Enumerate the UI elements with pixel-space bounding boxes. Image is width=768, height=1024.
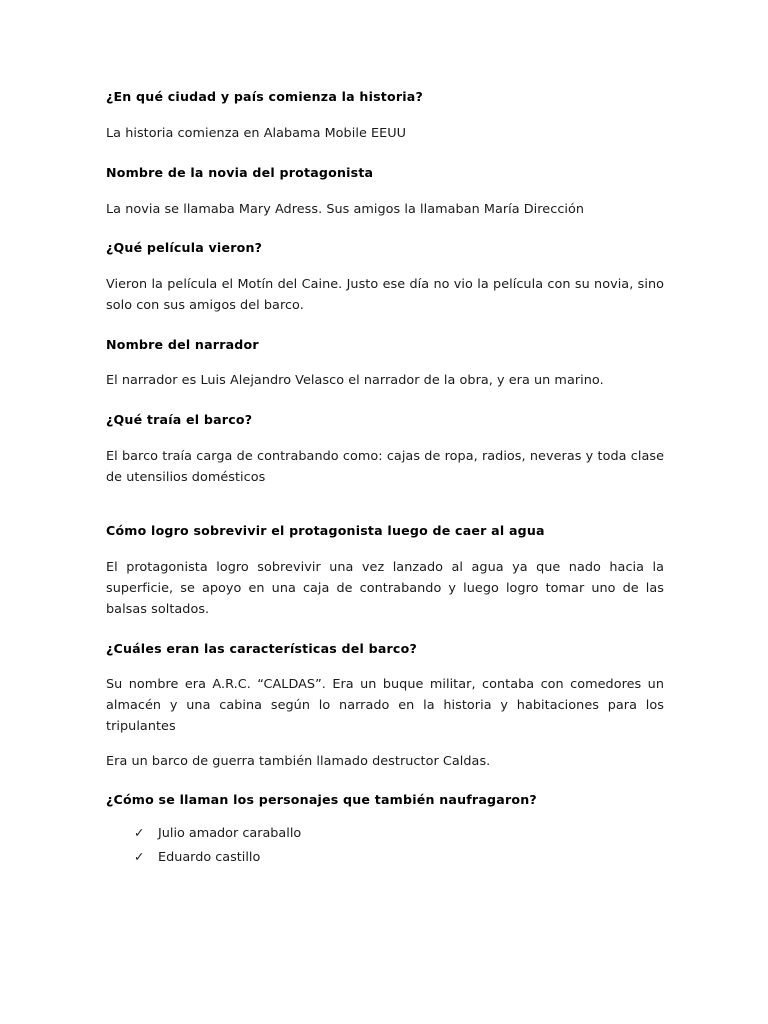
question-heading: ¿Qué película vieron? — [106, 240, 263, 256]
qa-block-3 — [106, 239, 664, 316]
qa-block-4 — [106, 336, 664, 393]
spacer — [106, 258, 664, 275]
qa-block-5 — [106, 411, 664, 488]
question-heading: ¿Qué traía el barco? — [106, 412, 253, 428]
answer-text: El narrador es Luis Alejandro Velasco el narrador de la obra, y era un marino. — [106, 373, 604, 389]
spacer — [106, 317, 664, 336]
answer-text: Era un barco de guerra también llamado destructor Caldas. — [106, 753, 491, 769]
qa-block-7 — [106, 640, 664, 773]
answer-text: Su nombre era A.R.C. “CALDAS”. Era un buque militar, contaba con comedores un almacén y una cabina según lo narrado en la historia y habitaciones para los tripulantes — [106, 677, 664, 734]
spacer — [106, 220, 664, 239]
list-item-label: Julio amador caraballo — [158, 826, 302, 842]
spacer — [106, 183, 664, 200]
spacer — [106, 354, 664, 371]
answer-text: La novia se llamaba Mary Adress. Sus amigos la llamaban María Dirección — [106, 201, 585, 217]
qa-block-8 — [106, 791, 664, 869]
spacer — [106, 738, 664, 752]
question-heading: ¿En qué ciudad y país comienza la historia? — [106, 89, 423, 104]
list-item-label: Eduardo castillo — [158, 849, 261, 865]
spacer — [106, 658, 664, 675]
qa-block-6 — [106, 522, 664, 620]
list-item — [134, 822, 664, 845]
answer-text: El barco traía carga de contrabando como: cajas de ropa, radios, neveras y toda clase de utensilios domésticos — [106, 449, 664, 485]
question-heading: ¿Cuáles eran las características del barco? — [106, 640, 417, 656]
check-icon: ✓ — [134, 848, 145, 864]
qa-block-1 — [106, 88, 664, 145]
spacer — [106, 107, 664, 124]
question-heading: Nombre de la novia del protagonista — [106, 164, 374, 180]
answer-text: Vieron la película el Motín del Caine. Justo ese día no vio la película con su novia, sino solo con sus amigos del barco. — [106, 277, 664, 313]
spacer — [106, 145, 664, 164]
spacer — [106, 541, 664, 558]
answer-text: El protagonista logro sobrevivir una vez lanzado al agua ya que nado hacia la superficie, se apoyo en una caja de contrabando y luego logro tomar uno de las balsas soltados. — [106, 560, 664, 617]
spacer — [106, 392, 664, 411]
question-heading: Cómo logro sobrevivir el protagonista luego de caer al agua — [106, 523, 545, 539]
question-heading: ¿Cómo se llaman los personajes que también naufragaron? — [106, 792, 537, 808]
character-list — [106, 822, 664, 869]
list-item — [134, 846, 664, 869]
qa-block-2 — [106, 164, 664, 221]
check-icon: ✓ — [134, 825, 145, 841]
question-heading: Nombre del narrador — [106, 336, 259, 352]
spacer — [106, 488, 664, 522]
answer-text: La historia comienza en Alabama Mobile EEUU — [106, 125, 407, 141]
spacer — [106, 621, 664, 640]
spacer — [106, 772, 664, 791]
spacer — [106, 430, 664, 447]
